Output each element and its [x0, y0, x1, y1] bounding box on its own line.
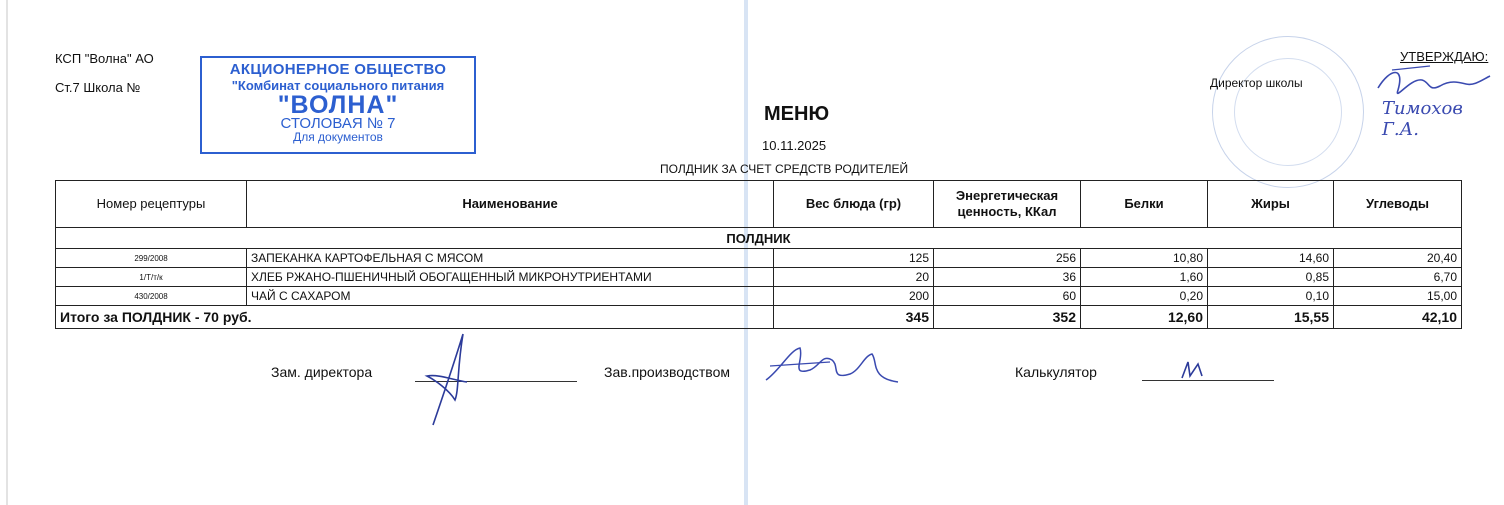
row-fat: 0,85	[1208, 268, 1334, 287]
deputy-signature	[415, 330, 475, 430]
col-energy-header: Энергетическая ценность, ККал	[934, 181, 1081, 228]
deputy-director-label: Зам. директора	[271, 364, 373, 380]
col-weight-header: Вес блюда (гр)	[774, 181, 934, 228]
col-code-header: Номер рецептуры	[56, 181, 247, 228]
total-fat: 15,55	[1208, 306, 1334, 329]
col-fat-header: Жиры	[1208, 181, 1334, 228]
col-protein-header: Белки	[1081, 181, 1208, 228]
row-protein: 0,20	[1081, 287, 1208, 306]
stamp-line-5: Для документов	[293, 130, 383, 144]
col-name-header: Наименование	[247, 181, 774, 228]
total-protein: 12,60	[1081, 306, 1208, 329]
row-protein: 1,60	[1081, 268, 1208, 287]
production-signature	[760, 340, 910, 390]
total-row	[56, 306, 1462, 329]
calculator-signature-line	[1142, 380, 1274, 381]
row-code: 430/2008	[56, 287, 247, 306]
row-energy: 36	[934, 268, 1081, 287]
table-header-row	[56, 181, 1462, 228]
total-energy: 352	[934, 306, 1081, 329]
row-energy: 60	[934, 287, 1081, 306]
table-row	[56, 268, 1462, 287]
director-signature	[1370, 58, 1500, 108]
row-energy: 256	[934, 249, 1081, 268]
total-label: Итого за ПОЛДНИК - 70 руб.	[56, 306, 774, 329]
row-fat: 0,10	[1208, 287, 1334, 306]
page-title: МЕНЮ	[764, 103, 830, 125]
org-name: КСП "Волна" АО	[55, 51, 154, 66]
company-stamp	[200, 56, 476, 154]
director-label: Директор школы	[1210, 76, 1303, 90]
scan-edge	[6, 0, 8, 505]
table-row	[56, 287, 1462, 306]
row-weight: 200	[774, 287, 934, 306]
approve-label: УТВЕРЖДАЮ:	[1400, 49, 1489, 64]
director-signature-name: Тимохов Г.А.	[1382, 98, 1463, 140]
row-protein: 10,80	[1081, 249, 1208, 268]
row-code: 1/Т/т/к	[56, 268, 247, 287]
row-carbs: 15,00	[1334, 287, 1462, 306]
school-name: Ст.7 Школа №	[55, 80, 141, 95]
col-carbs-header: Углеводы	[1334, 181, 1462, 228]
total-carbs: 42,10	[1334, 306, 1462, 329]
section-row	[56, 228, 1462, 249]
stamp-line-4: СТОЛОВАЯ № 7	[280, 115, 396, 132]
row-name: ХЛЕБ РЖАНО-ПШЕНИЧНЫЙ ОБОГАЩЕННЫЙ МИКРОНУТРИЕНТАМИ	[247, 268, 774, 287]
round-seal-inner	[1234, 58, 1342, 166]
row-carbs: 20,40	[1334, 249, 1462, 268]
row-weight: 20	[774, 268, 934, 287]
table-row	[56, 249, 1462, 268]
stamp-line-2: "Комбинат социального питания	[231, 78, 445, 93]
menu-date: 10.11.2025	[762, 138, 827, 153]
calculator-signature	[1178, 358, 1208, 380]
row-fat: 14,60	[1208, 249, 1334, 268]
menu-subtitle: ПОЛДНИК ЗА СЧЕТ СРЕДСТВ РОДИТЕЛЕЙ	[660, 162, 909, 176]
calculator-label: Калькулятор	[1015, 364, 1097, 380]
row-carbs: 6,70	[1334, 268, 1462, 287]
section-title: ПОЛДНИК	[56, 228, 1462, 249]
row-name: ЗАПЕКАНКА КАРТОФЕЛЬНАЯ С МЯСОМ	[247, 249, 774, 268]
stamp-line-3: "ВОЛНА"	[277, 91, 399, 119]
stamp-line-1: АКЦИОНЕРНОЕ ОБЩЕСТВО	[229, 61, 447, 78]
total-weight: 345	[774, 306, 934, 329]
row-name: ЧАЙ С САХАРОМ	[247, 287, 774, 306]
production-manager-label: Зав.производством	[604, 364, 730, 380]
menu-table	[55, 180, 1462, 329]
row-code: 299/2008	[56, 249, 247, 268]
row-weight: 125	[774, 249, 934, 268]
